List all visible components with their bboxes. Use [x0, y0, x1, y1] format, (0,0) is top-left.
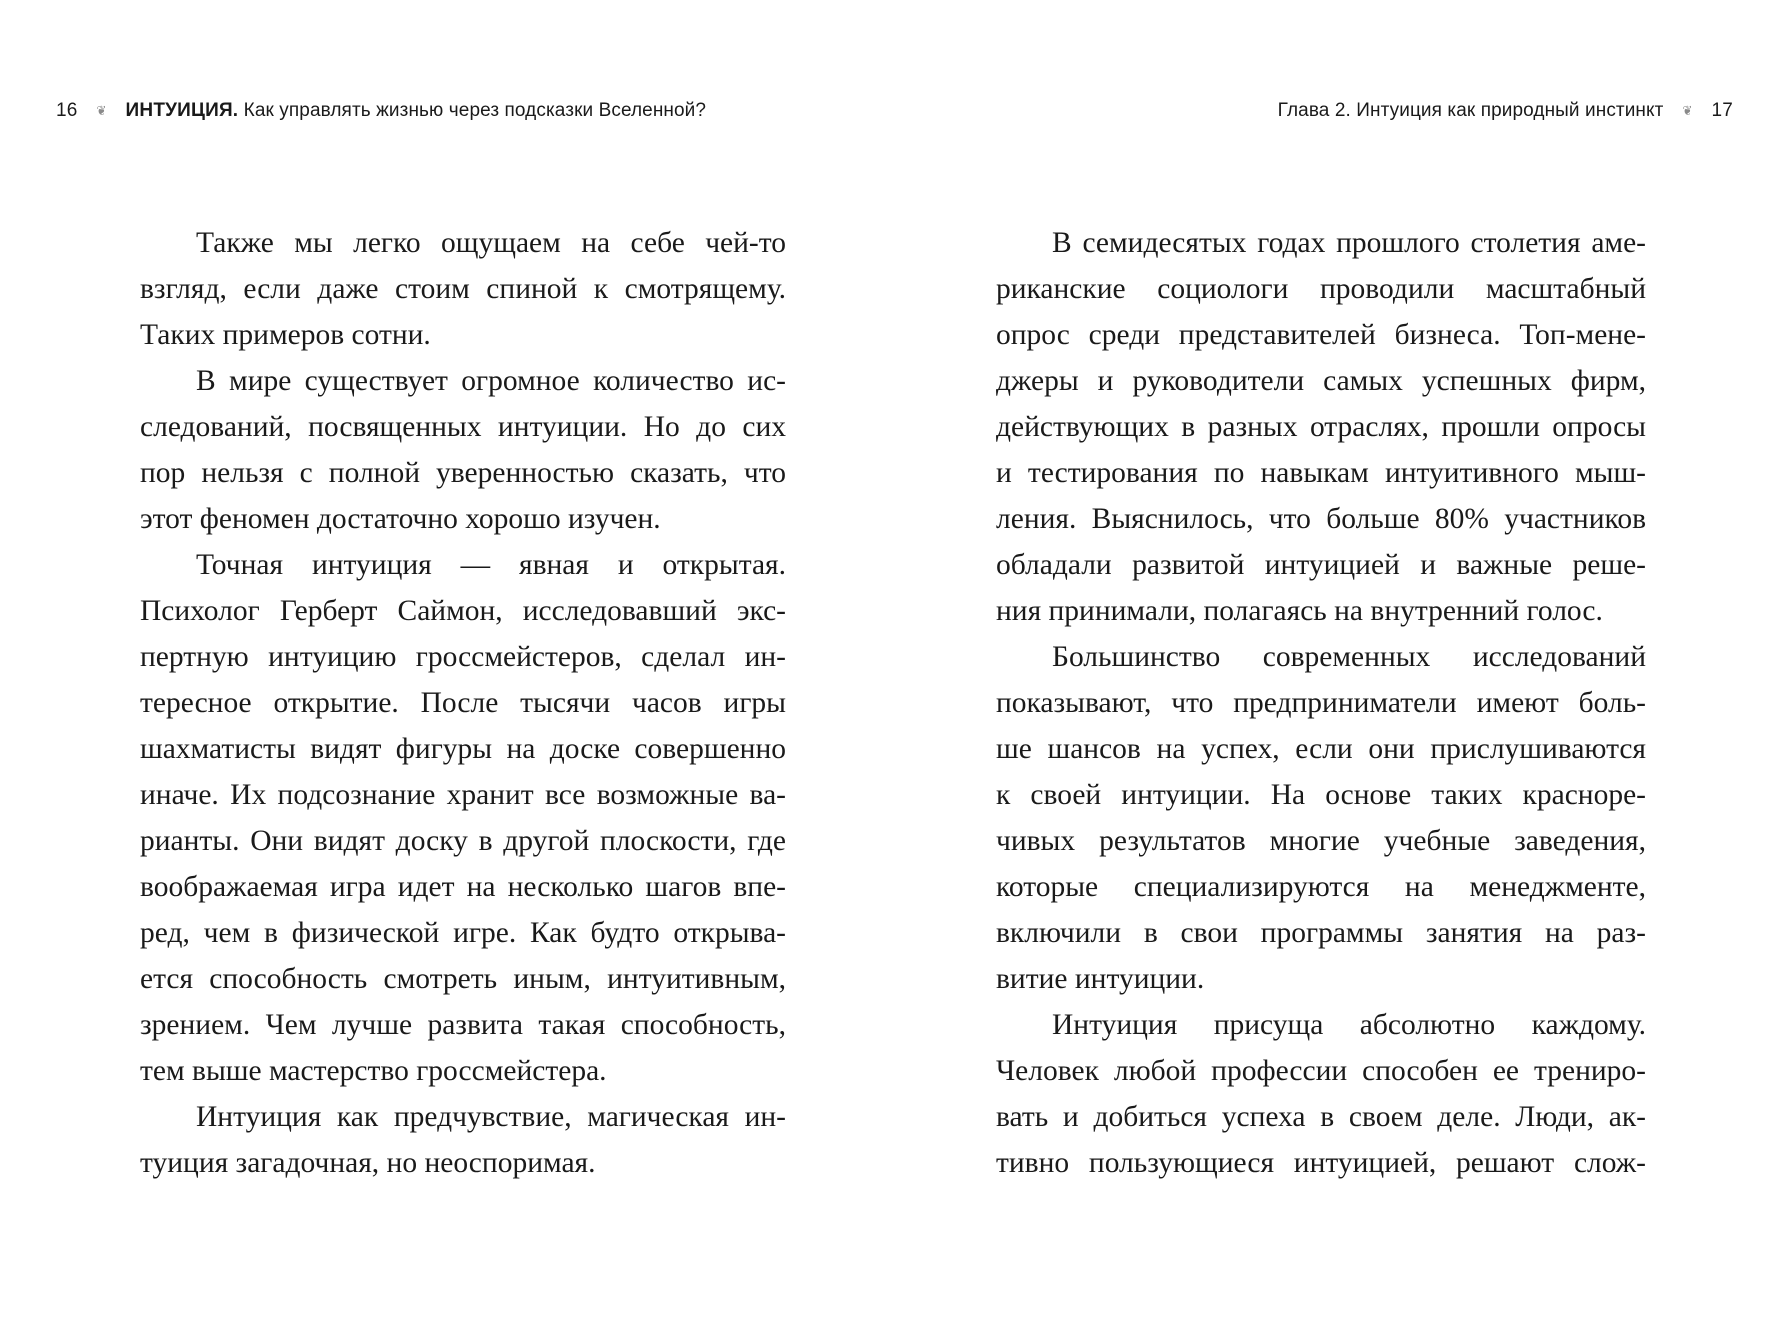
text-line: Точная интуиция — явная и открытая.	[196, 549, 786, 581]
left-page	[0, 0, 888, 1320]
page-number-right: 17	[1711, 100, 1733, 121]
text-line: Психолог Герберт Саймон, исследовавший экс-	[140, 595, 786, 627]
text-line: риканские социологи проводили масштабный	[996, 273, 1646, 305]
text-line: воображаемая игра идет на несколько шагов впе-	[140, 871, 786, 903]
text-line: чивых результатов многие учебные заведения,	[996, 825, 1646, 857]
text-line: Интуиция как предчувствие, магическая ин-	[196, 1101, 786, 1133]
text-line: Человек любой профессии способен ее трениро-	[996, 1055, 1646, 1087]
text-line: ше шансов на успех, если они прислушиваются	[996, 733, 1646, 765]
text-line: шахматисты видят фигуры на доске совершенно	[140, 733, 786, 765]
text-line: ления. Выяснилось, что больше 80% участников	[996, 503, 1646, 535]
text-line: рианты. Они видят доску в другой плоскости, где	[140, 825, 786, 857]
text-line: витие интуиции.	[996, 963, 1205, 995]
text-line: включили в свои программы занятия на раз-	[996, 917, 1646, 949]
text-line: которые специализируются на менеджменте,	[996, 871, 1646, 903]
left-running-head	[56, 96, 706, 126]
text-line: ред, чем в физической игре. Как будто открыва-	[140, 917, 786, 949]
fleuron-icon: ❦	[96, 103, 107, 118]
text-line: туиция загадочная, но неоспоримая.	[140, 1147, 596, 1179]
text-line: этот феномен достаточно хорошо изучен.	[140, 503, 661, 535]
text-line: взгляд, если даже стоим спиной к смотрящему.	[140, 273, 786, 305]
text-line: Таких примеров сотни.	[140, 319, 431, 351]
text-line: тересное открытие. После тысячи часов игры	[140, 687, 786, 719]
book-title-strong: ИНТУИЦИЯ.	[125, 100, 239, 121]
text-line: опрос среди представителей бизнеса. Топ-мене-	[996, 319, 1646, 351]
right-body-text	[996, 220, 1646, 1186]
text-line: В семидесятых годах прошлого столетия аме-	[1052, 227, 1646, 259]
text-line: ния принимали, полагаясь на внутренний голос.	[996, 595, 1603, 627]
chapter-title: Глава 2. Интуиция как природный инстинкт	[1277, 100, 1664, 121]
text-line: тивно пользующиеся интуицией, решают слож-	[996, 1147, 1646, 1179]
text-line: тем выше мастерство гроссмейстера.	[140, 1055, 607, 1087]
text-line: Интуиция присуща абсолютно каждому.	[1052, 1009, 1646, 1041]
text-line: Большинство современных исследований	[1052, 641, 1646, 673]
book-title-rest: Как управлять жизнью через подсказки Вселенной?	[238, 100, 707, 121]
text-line: показывают, что предприниматели имеют боль-	[996, 687, 1646, 719]
text-line: следований, посвященных интуиции. Но до сих	[140, 411, 786, 443]
text-line: и тестирования по навыкам интуитивного мыш-	[996, 457, 1646, 489]
fleuron-icon: ❦	[1682, 103, 1693, 118]
page-number-left: 16	[56, 100, 78, 121]
text-line: пор нельзя с полной уверенностью сказать, что	[140, 457, 786, 489]
text-line: джеры и руководители самых успешных фирм,	[996, 365, 1646, 397]
text-line: зрением. Чем лучше развита такая способность,	[140, 1009, 786, 1041]
left-body-text	[140, 220, 786, 1186]
text-line: обладали развитой интуицией и важные реше-	[996, 549, 1646, 581]
text-line: В мире существует огромное количество ис-	[196, 365, 786, 397]
right-running-head	[1278, 96, 1733, 126]
text-line: иначе. Их подсознание хранит все возможные ва-	[140, 779, 786, 811]
text-line: вать и добиться успеха в своем деле. Люди, ак-	[996, 1101, 1646, 1133]
text-line: ется способность смотреть иным, интуитивным,	[140, 963, 786, 995]
text-line: к своей интуиции. На основе таких красноре-	[996, 779, 1646, 811]
right-page	[888, 0, 1777, 1320]
text-line: пертную интуицию гроссмейстеров, сделал ин-	[140, 641, 786, 673]
text-line: действующих в разных отраслях, прошли опросы	[996, 411, 1646, 443]
text-line: Также мы легко ощущаем на себе чей-то	[196, 227, 786, 259]
